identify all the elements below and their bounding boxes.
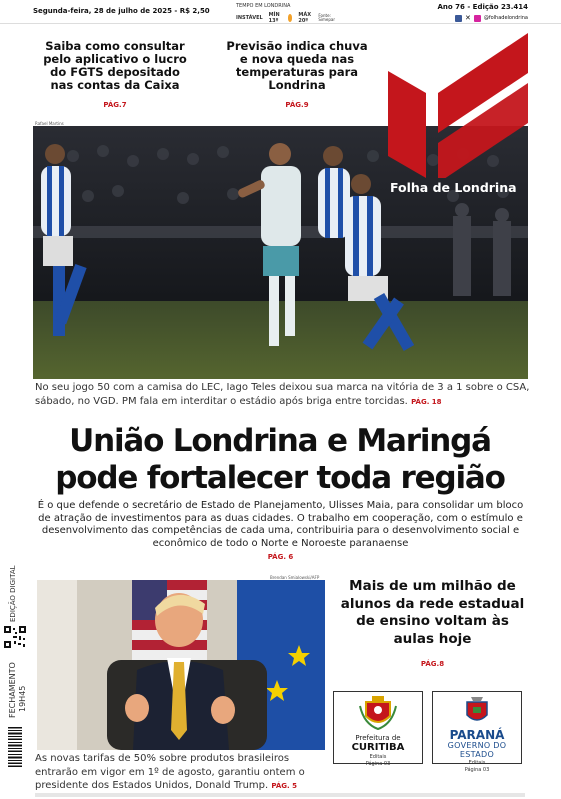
instagram-icon[interactable] (474, 15, 481, 22)
ad-line1: PARANÁ (449, 728, 505, 742)
social-handle: @folhadelondrina (483, 15, 528, 21)
weather-widget (236, 3, 336, 24)
caption-page[interactable]: PÁG. 5 (271, 782, 297, 790)
x-icon[interactable]: ✕ (464, 14, 471, 22)
facebook-icon[interactable] (455, 15, 462, 22)
ad-line1: Prefeitura de (355, 734, 401, 742)
photo2-caption (35, 752, 335, 794)
story-title: Mais de um milhão de alunos da rede estadual de ensino voltam às aulas hoje (340, 578, 525, 647)
digital-edition-label: EDIÇÃO DIGITAL (9, 565, 17, 622)
ad-edital: Editais (369, 754, 387, 760)
sun-icon (288, 14, 293, 22)
ad-page: Página 03 (464, 767, 490, 773)
parana-coat-of-arms-icon (461, 695, 493, 725)
ad-line2: CURITIBA (351, 742, 405, 753)
weather-title: TEMPO EM LONDRINA (236, 3, 291, 9)
photo-caption (35, 381, 530, 409)
curitiba-coat-of-arms-icon (358, 696, 398, 730)
teaser-page: PÁG.7 (103, 101, 127, 109)
edition-number: Ano 76 - Edição 23.414 (437, 3, 528, 11)
story-page: PÁG.8 (420, 660, 445, 668)
qr-code[interactable] (4, 626, 26, 648)
temp-max: MÁX 20º (298, 12, 312, 24)
caption-page[interactable]: PÁG. 18 (411, 398, 442, 406)
ad-edital: Editais (468, 760, 486, 766)
closing-label: FECHAMENTO (8, 662, 17, 718)
teaser-fgts[interactable] (40, 40, 190, 109)
ad-line2: GOVERNO DO ESTADO (447, 741, 507, 759)
main-page-ref[interactable]: PÁG. 6 (267, 553, 294, 561)
caption-text: No seu jogo 50 com a camisa do LEC, Iago Teles deixou sua marca na vitória de 3 a 1 sobre o CSA, sábado, no VGD. PM fala em interditar o estádio após briga entre torcidas. (35, 382, 530, 407)
photo-credit: Brendan Smialowski/AFP (270, 575, 320, 580)
edition-info (438, 3, 529, 22)
caption-text: As novas tarifas de 50% sobre produtos brasileiros entrarão em vigor em 1º de agosto, garantiu ontem o presidente dos Estados Unidos, Donald Trump. (35, 753, 305, 791)
weather-source: Fonte: Simepar (318, 13, 336, 22)
trump-photo (37, 580, 325, 750)
social-links (438, 14, 529, 22)
main-deck: É o que defende o secretário de Estado de Planejamento, Ulisses Maia, para consolidar um bloco de atração de investimentos para as duas cidades. O trabalho em cooperação, com o estímulo e desenvolvimento das competências de cada uma, contribuiria para o desenvolvimento social e econômico de todo o Norte e Noroeste paranaense (37, 500, 524, 549)
main-headline[interactable]: União Londrina e Maringá pode fortalecer toda região (55, 423, 505, 496)
teaser-title: Previsão indica chuva e nova queda nas temperaturas para Londrina (226, 39, 368, 92)
teaser-title: Saiba como consultar pelo aplicativo o lucro do FGTS depositado nas contas da Caixa (43, 39, 187, 92)
weather-condition: INSTÁVEL (236, 15, 263, 21)
masthead-bar (0, 0, 561, 24)
folha-logo (388, 33, 528, 178)
photo-credit: Rafael Martins (35, 121, 64, 126)
brand-name: Folha de Londrina (390, 180, 517, 195)
press-scene (37, 580, 325, 750)
ad-curitiba[interactable] (333, 691, 423, 767)
teaser-school[interactable] (340, 578, 525, 668)
ad-parana[interactable] (432, 691, 522, 773)
closing-time: 19H45 (18, 685, 27, 712)
temp-min: MÍN 13º (268, 12, 280, 24)
barcode-icon (8, 727, 22, 767)
teaser-page: PÁG.9 (285, 101, 309, 109)
footer-rule (35, 793, 525, 797)
teaser-weather[interactable] (222, 40, 372, 109)
ad-page: Página 03 (365, 761, 391, 767)
date-price: Segunda-feira, 28 de julho de 2025 - R$ 2,50 (33, 7, 210, 15)
